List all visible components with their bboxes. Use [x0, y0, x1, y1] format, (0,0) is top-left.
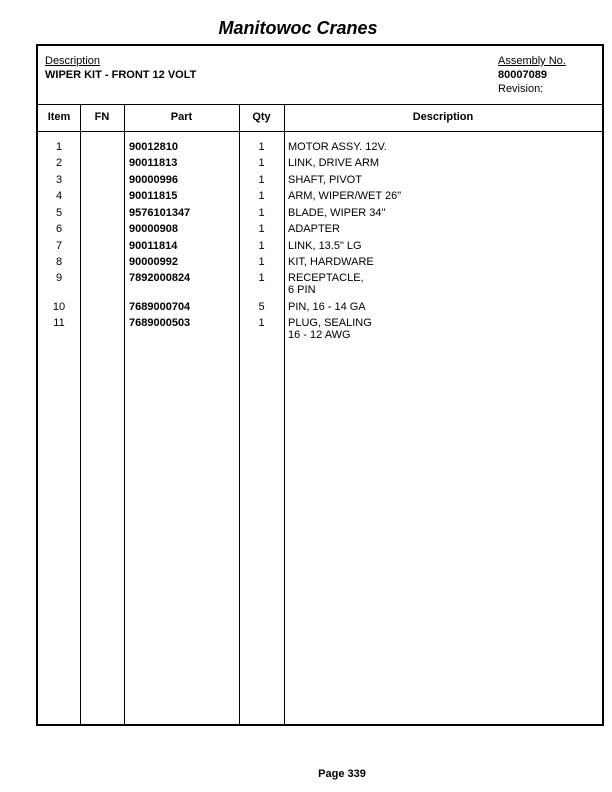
item-number: 1 — [55, 141, 63, 153]
part-description: MOTOR ASSY. 12V. — [288, 141, 387, 153]
part-description: KIT, HARDWARE — [288, 256, 374, 268]
part-number: 90011815 — [129, 190, 178, 202]
description-label: Description — [45, 55, 101, 67]
item-number: 3 — [55, 174, 63, 186]
parts-table-frame — [36, 44, 604, 726]
part-description: ADAPTER — [288, 223, 340, 235]
part-number: 90000908 — [129, 223, 178, 235]
revision-label: Revision: — [498, 83, 544, 95]
item-number: 11 — [53, 317, 65, 329]
part-number: 7892000824 — [129, 272, 191, 284]
col-part-header: Part — [170, 111, 193, 123]
item-number: 6 — [55, 223, 63, 235]
col-fn-header: FN — [94, 111, 110, 123]
part-number: 90000996 — [129, 174, 178, 186]
item-number: 4 — [55, 190, 63, 202]
quantity: 1 — [258, 223, 265, 235]
part-description: BLADE, WIPER 34" — [288, 207, 386, 219]
item-number: 5 — [55, 207, 63, 219]
part-number: 7689000704 — [129, 301, 191, 313]
column-headers — [38, 104, 602, 132]
item-number: 10 — [52, 301, 66, 313]
item-number: 8 — [55, 256, 63, 268]
part-description: SHAFT, PIVOT — [288, 174, 362, 186]
quantity: 5 — [258, 301, 265, 313]
part-description: PIN, 16 - 14 GA — [288, 301, 366, 313]
part-description: LINK, 13.5" LG — [288, 240, 362, 252]
quantity: 1 — [258, 272, 265, 284]
column-divider — [80, 104, 81, 724]
item-number: 2 — [55, 157, 63, 169]
quantity: 1 — [258, 207, 265, 219]
part-description-line2: 16 - 12 AWG — [288, 329, 351, 341]
quantity: 1 — [258, 141, 265, 153]
quantity: 1 — [258, 256, 265, 268]
col-item-header: Item — [47, 111, 71, 123]
assembly-label: Assembly No. — [498, 55, 566, 67]
quantity: 1 — [258, 174, 265, 186]
assembly-value: 80007089 — [498, 69, 547, 81]
col-description-header: Description — [412, 111, 474, 123]
column-divider — [284, 104, 285, 724]
col-qty-header: Qty — [252, 111, 271, 123]
page-title: Manitowoc Cranes — [218, 18, 378, 38]
part-number: 90012810 — [129, 141, 178, 153]
quantity: 1 — [258, 240, 265, 252]
item-number: 7 — [55, 240, 63, 252]
item-number: 9 — [55, 272, 63, 284]
column-divider — [124, 104, 125, 724]
part-description: LINK, DRIVE ARM — [288, 157, 380, 169]
part-number: 90000992 — [129, 256, 178, 268]
description-value: WIPER KIT - FRONT 12 VOLT — [45, 69, 197, 81]
quantity: 1 — [258, 157, 265, 169]
quantity: 1 — [258, 190, 265, 202]
assembly-header — [38, 46, 602, 105]
quantity: 1 — [258, 317, 265, 329]
part-number: 9576101347 — [129, 207, 191, 219]
part-number: 90011814 — [129, 240, 178, 252]
part-number: 90011813 — [129, 157, 178, 169]
part-description-line2: 6 PIN — [288, 284, 316, 296]
part-description: RECEPTACLE, — [288, 272, 364, 284]
assembly-block — [498, 54, 566, 96]
part-description: ARM, WIPER/WET 26" — [288, 190, 402, 202]
page-number: Page 339 — [318, 768, 366, 780]
part-number: 7689000503 — [129, 317, 191, 329]
description-block — [45, 54, 196, 82]
part-description: PLUG, SEALING — [288, 317, 372, 329]
